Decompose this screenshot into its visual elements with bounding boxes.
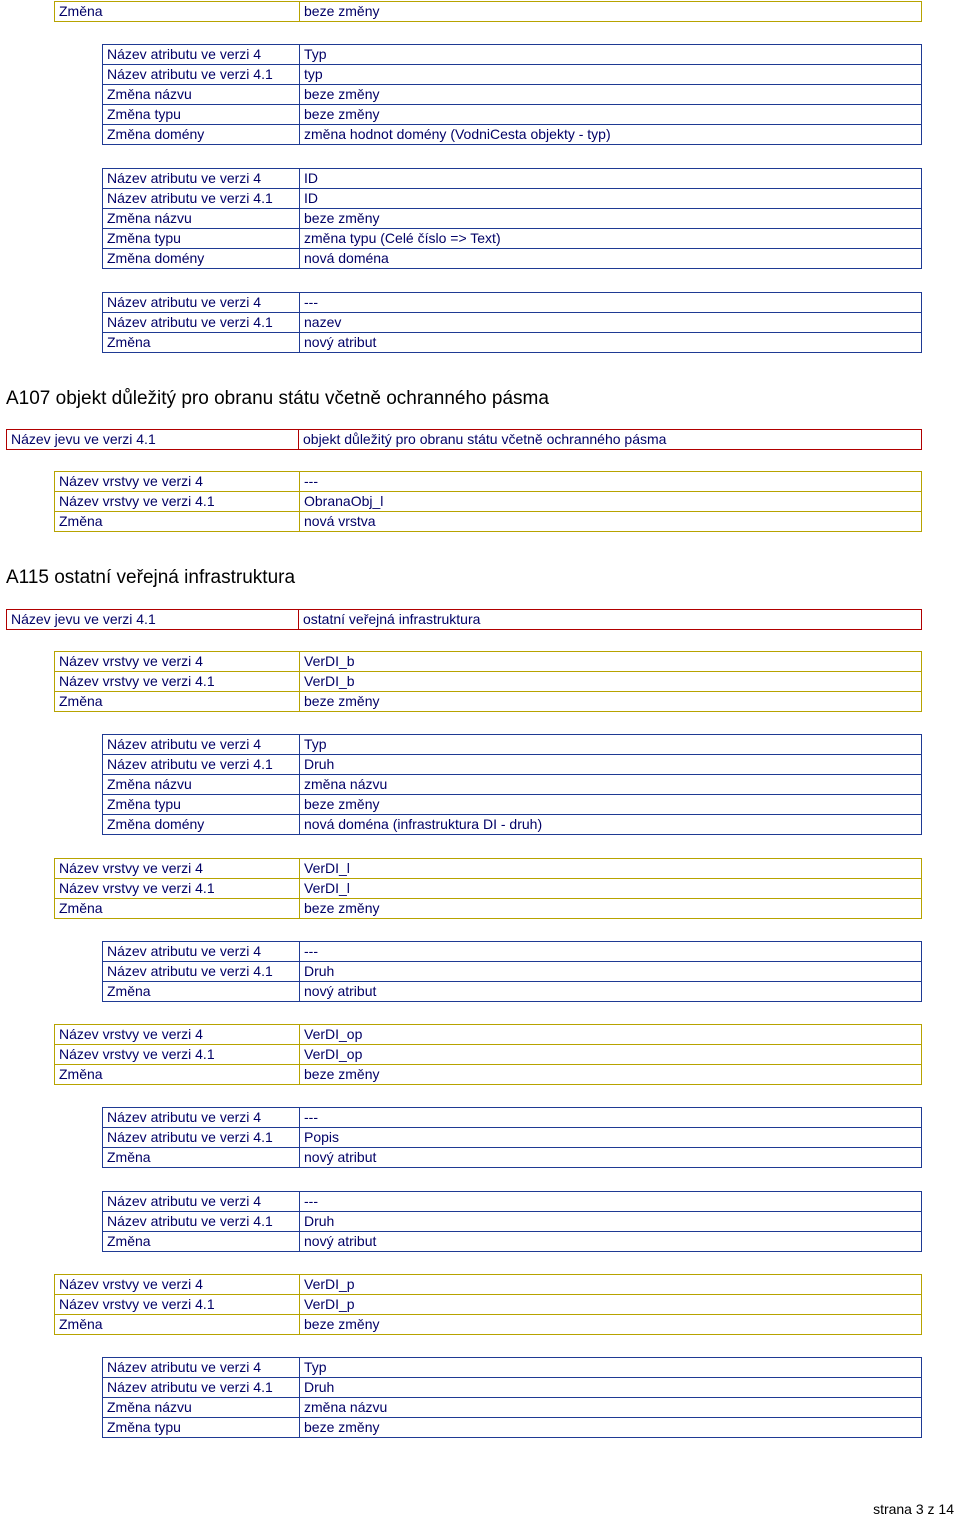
row-value: beze změny [300,795,922,815]
table-row [103,209,922,229]
table-row [103,1192,922,1212]
row-label: Změna typu [103,795,300,815]
feature-table [6,429,922,450]
row-value: beze změny [300,85,922,105]
row-value: Typ [300,45,922,65]
table-row [7,610,922,630]
table-row [103,85,922,105]
table-row [55,492,922,512]
row-label: Název vrstvy ve verzi 4 [55,472,300,492]
row-value: nový atribut [300,1232,922,1252]
row-label: Změna názvu [103,775,300,795]
row-label: Změna [103,982,300,1002]
table-row [103,982,922,1002]
row-value: nový atribut [300,982,922,1002]
table-row [55,899,922,919]
row-label: Název atributu ve verzi 4.1 [103,1212,300,1232]
table-row [55,652,922,672]
row-value: změna typu (Celé číslo => Text) [300,229,922,249]
row-label: Název atributu ve verzi 4.1 [103,1378,300,1398]
table-row [103,1378,922,1398]
row-value: Druh [300,1378,922,1398]
row-value: VerDI_l [300,879,922,899]
row-value: nazev [300,313,922,333]
row-label: Název atributu ve verzi 4 [103,1358,300,1378]
row-label: Změna [55,512,300,532]
attribute-table [102,168,922,269]
row-label: Název atributu ve verzi 4 [103,1192,300,1212]
row-label: Název vrstvy ve verzi 4 [55,652,300,672]
attribute-table [102,1357,922,1438]
row-value: beze změny [300,1418,922,1438]
row-value: Typ [300,1358,922,1378]
table-row [103,1232,922,1252]
table-row [55,1315,922,1335]
table-row [103,1212,922,1232]
row-label: Změna [55,2,300,22]
table-row [55,1025,922,1045]
row-value: --- [300,293,922,313]
row-value: VerDI_b [300,652,922,672]
row-label: Název vrstvy ve verzi 4 [55,1275,300,1295]
row-value: nový atribut [300,333,922,353]
row-value: Druh [300,962,922,982]
table-row [103,333,922,353]
table-row [55,512,922,532]
section-heading: A115 ostatní veřejná infrastruktura [6,567,296,588]
row-value: nová vrstva [300,512,922,532]
row-value: beze změny [300,2,922,22]
row-value: beze změny [300,692,922,712]
layer-table [54,1274,922,1335]
table-row [103,795,922,815]
row-label: Název atributu ve verzi 4.1 [103,962,300,982]
row-label: Název atributu ve verzi 4 [103,1108,300,1128]
layer-table [54,651,922,712]
table-row [55,1045,922,1065]
table-row [103,1418,922,1438]
row-value: nový atribut [300,1148,922,1168]
row-label: Změna názvu [103,1398,300,1418]
row-label: Změna [55,1315,300,1335]
table-row [55,2,922,22]
row-value: VerDI_op [300,1045,922,1065]
row-label: Název vrstvy ve verzi 4.1 [55,672,300,692]
table-row [103,1358,922,1378]
row-value: změna názvu [300,1398,922,1418]
row-label: Změna [103,1232,300,1252]
section-heading: A107 objekt důležitý pro obranu státu včetně ochranného pásma [6,388,549,409]
row-value: --- [300,472,922,492]
row-value: nová doména (infrastruktura DI - druh) [300,815,922,835]
row-value: Druh [300,755,922,775]
table-row [55,1275,922,1295]
row-label: Název atributu ve verzi 4.1 [103,755,300,775]
table-row [103,775,922,795]
table-row [103,962,922,982]
table-row [55,1065,922,1085]
table-row [103,942,922,962]
row-value: beze změny [300,209,922,229]
row-label: Název atributu ve verzi 4.1 [103,1128,300,1148]
row-label: Změna [55,899,300,919]
row-label: Název atributu ve verzi 4.1 [103,65,300,85]
row-label: Změna názvu [103,85,300,105]
table-row [103,1128,922,1148]
row-value: ObranaObj_l [300,492,922,512]
row-label: Název atributu ve verzi 4 [103,293,300,313]
row-label: Název atributu ve verzi 4.1 [103,189,300,209]
table-row [103,1148,922,1168]
row-label: Název vrstvy ve verzi 4 [55,1025,300,1045]
row-label: Název vrstvy ve verzi 4 [55,859,300,879]
layer-table [54,471,922,532]
row-label: Změna typu [103,1418,300,1438]
table-row [103,229,922,249]
attribute-table [102,1191,922,1252]
row-label: Název atributu ve verzi 4 [103,942,300,962]
row-label: Změna typu [103,105,300,125]
table-row [55,672,922,692]
attribute-table [102,941,922,1002]
attribute-table [102,292,922,353]
attribute-table [102,44,922,145]
row-label: Název atributu ve verzi 4.1 [103,313,300,333]
row-value: ID [300,189,922,209]
row-label: Změna [55,1065,300,1085]
table-row [55,859,922,879]
row-value: --- [300,1192,922,1212]
row-value: VerDI_l [300,859,922,879]
row-label: Název atributu ve verzi 4 [103,45,300,65]
row-value: beze změny [300,105,922,125]
layer-table [54,1,922,22]
table-row [103,249,922,269]
row-label: Změna domény [103,249,300,269]
row-value: beze změny [300,1065,922,1085]
row-value: --- [300,942,922,962]
row-value: VerDI_p [300,1295,922,1315]
table-row [103,45,922,65]
row-value: beze změny [300,899,922,919]
row-label: Název jevu ve verzi 4.1 [7,430,299,450]
table-row [103,189,922,209]
layer-table [54,858,922,919]
row-value: změna hodnot domény (VodniCesta objekty - typ) [300,125,922,145]
page-number: strana 3 z 14 [873,1501,954,1517]
table-row [55,1295,922,1315]
attribute-table [102,734,922,835]
table-row [103,125,922,145]
row-label: Změna [55,692,300,712]
row-value: VerDI_b [300,672,922,692]
row-value: --- [300,1108,922,1128]
row-value: Druh [300,1212,922,1232]
row-value: Popis [300,1128,922,1148]
table-row [7,430,922,450]
row-label: Změna domény [103,125,300,145]
row-label: Název atributu ve verzi 4 [103,735,300,755]
layer-table [54,1024,922,1085]
table-row [55,692,922,712]
row-label: Název vrstvy ve verzi 4.1 [55,1045,300,1065]
row-label: Změna [103,333,300,353]
row-label: Název jevu ve verzi 4.1 [7,610,299,630]
row-label: Název vrstvy ve verzi 4.1 [55,492,300,512]
table-row [103,1108,922,1128]
table-row [103,313,922,333]
row-value: beze změny [300,1315,922,1335]
row-label: Změna domény [103,815,300,835]
table-row [55,879,922,899]
table-row [103,105,922,125]
row-value: typ [300,65,922,85]
table-row [103,755,922,775]
attribute-table [102,1107,922,1168]
table-row [55,472,922,492]
row-label: Změna názvu [103,209,300,229]
row-value: VerDI_p [300,1275,922,1295]
row-value: ostatní veřejná infrastruktura [299,610,922,630]
table-row [103,1398,922,1418]
row-value: objekt důležitý pro obranu státu včetně ochranného pásma [299,430,922,450]
row-label: Změna [103,1148,300,1168]
feature-table [6,609,922,630]
row-value: ID [300,169,922,189]
row-label: Změna typu [103,229,300,249]
table-row [103,293,922,313]
row-value: změna názvu [300,775,922,795]
table-row [103,65,922,85]
table-row [103,169,922,189]
row-value: VerDI_op [300,1025,922,1045]
row-value: Typ [300,735,922,755]
row-label: Název atributu ve verzi 4 [103,169,300,189]
table-row [103,735,922,755]
row-label: Název vrstvy ve verzi 4.1 [55,879,300,899]
row-label: Název vrstvy ve verzi 4.1 [55,1295,300,1315]
row-value: nová doména [300,249,922,269]
table-row [103,815,922,835]
